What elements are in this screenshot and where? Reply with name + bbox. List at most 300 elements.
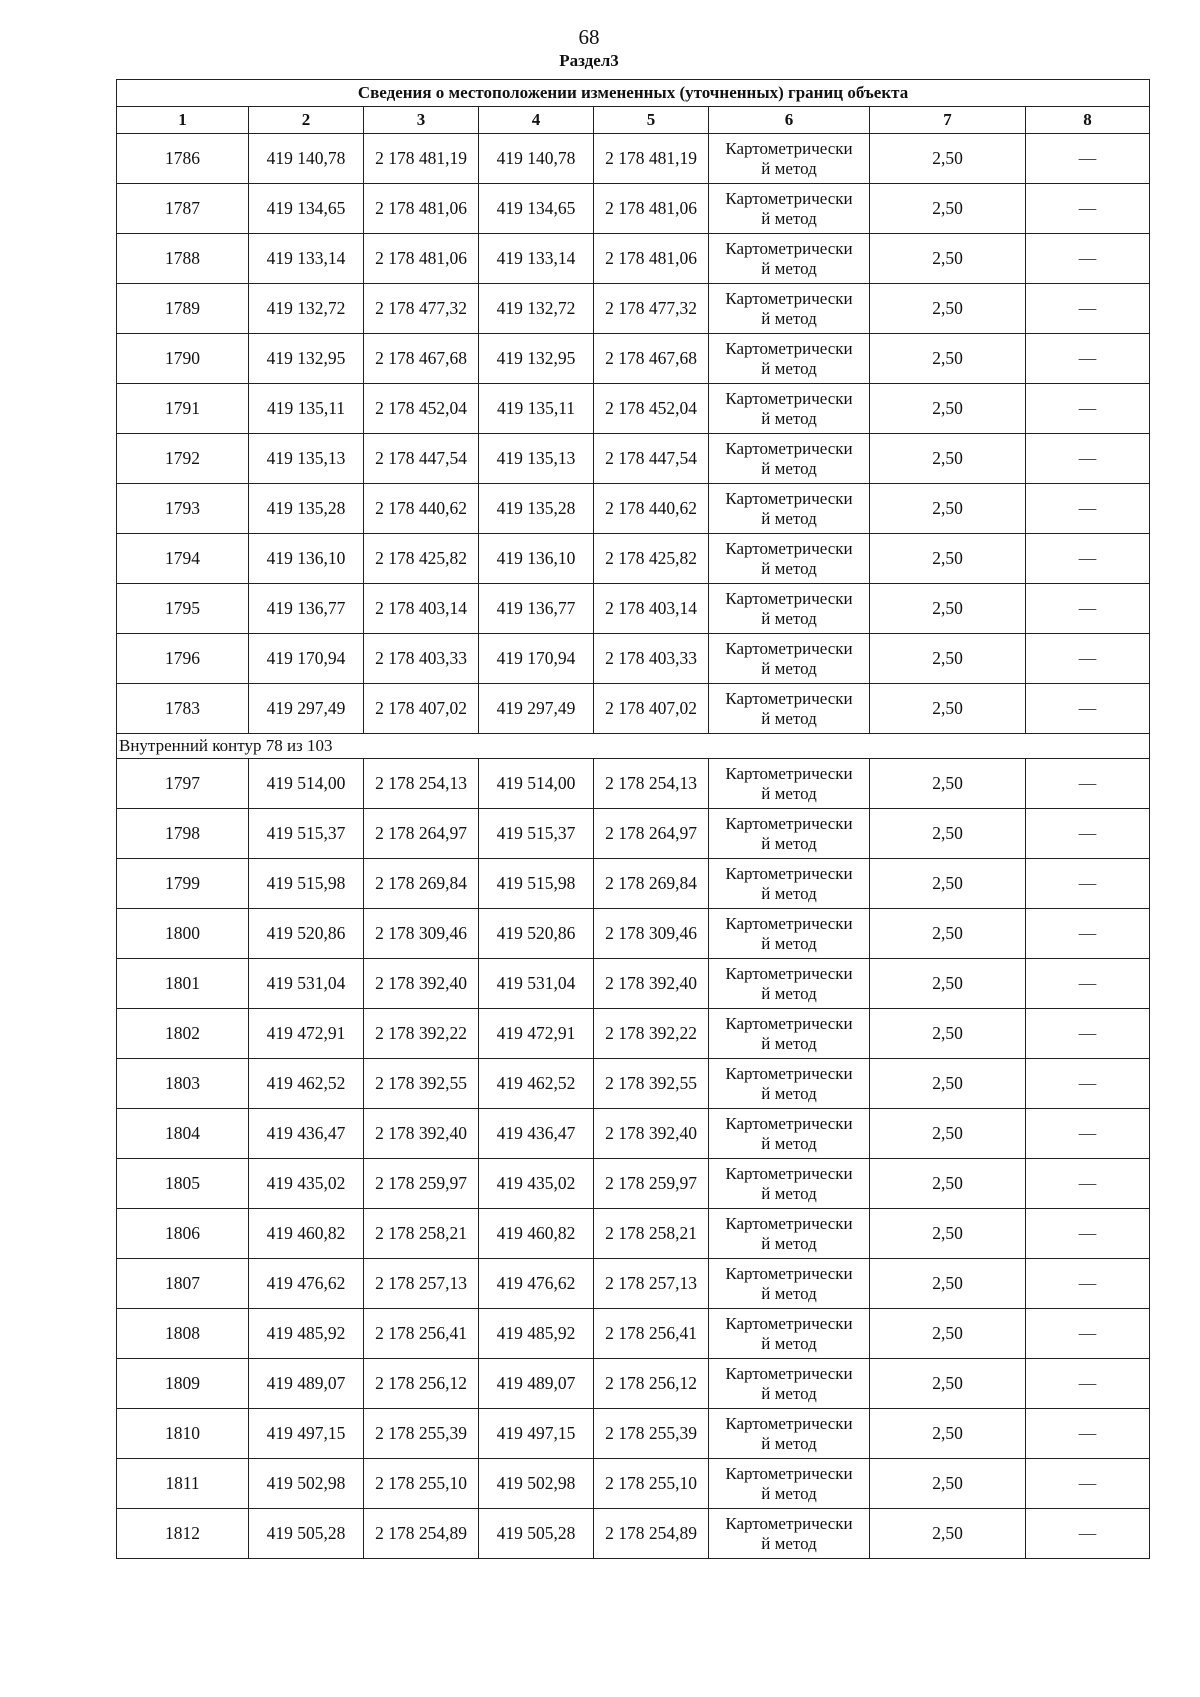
accuracy-cell: 2,50 [870, 1359, 1026, 1409]
y-old-cell: 2 178 255,10 [364, 1459, 479, 1509]
method-line: й метод [761, 208, 817, 228]
x-new-cell: 419 297,49 [479, 684, 594, 734]
accuracy-cell: 2,50 [870, 134, 1026, 184]
method-line: й метод [761, 308, 817, 328]
y-new-cell: 2 178 477,32 [594, 284, 709, 334]
accuracy-cell: 2,50 [870, 909, 1026, 959]
method-cell [709, 634, 870, 684]
method-line: Картометрически [725, 588, 853, 608]
extra-cell: — [1026, 1259, 1150, 1309]
y-new-cell: 2 178 447,54 [594, 434, 709, 484]
method-line: Картометрически [725, 863, 853, 883]
contour-heading: Внутренний контур 78 из 103 [117, 734, 1150, 759]
point-number-cell: 1792 [117, 434, 249, 484]
x-old-cell: 419 436,47 [249, 1109, 364, 1159]
method-cell [709, 234, 870, 284]
accuracy-cell: 2,50 [870, 859, 1026, 909]
x-old-cell: 419 170,94 [249, 634, 364, 684]
x-old-cell: 419 505,28 [249, 1509, 364, 1559]
method-line: Картометрически [725, 1513, 853, 1533]
section-title: Раздел3 [559, 51, 619, 70]
method-line: й метод [761, 1083, 817, 1103]
y-old-cell: 2 178 481,06 [364, 234, 479, 284]
method-line: й метод [761, 1433, 817, 1453]
method-line: Картометрически [725, 288, 853, 308]
column-number: 2 [249, 107, 364, 134]
y-old-cell: 2 178 259,97 [364, 1159, 479, 1209]
y-old-cell: 2 178 392,40 [364, 1109, 479, 1159]
method-line: Картометрически [725, 1463, 853, 1483]
x-old-cell: 419 435,02 [249, 1159, 364, 1209]
method-cell [709, 1359, 870, 1409]
accuracy-cell: 2,50 [870, 1409, 1026, 1459]
method-cell [709, 1309, 870, 1359]
y-old-cell: 2 178 392,40 [364, 959, 479, 1009]
y-new-cell: 2 178 256,41 [594, 1309, 709, 1359]
y-new-cell: 2 178 254,13 [594, 759, 709, 809]
y-new-cell: 2 178 255,10 [594, 1459, 709, 1509]
extra-cell: — [1026, 234, 1150, 284]
point-number-cell: 1800 [117, 909, 249, 959]
method-line: й метод [761, 783, 817, 803]
x-new-cell: 419 462,52 [479, 1059, 594, 1109]
y-old-cell: 2 178 467,68 [364, 334, 479, 384]
extra-cell: — [1026, 809, 1150, 859]
method-line: й метод [761, 358, 817, 378]
y-old-cell: 2 178 264,97 [364, 809, 479, 859]
method-line: й метод [761, 1483, 817, 1503]
y-new-cell: 2 178 309,46 [594, 909, 709, 959]
table-row [117, 1509, 1150, 1559]
extra-cell: — [1026, 959, 1150, 1009]
x-new-cell: 419 132,72 [479, 284, 594, 334]
x-new-cell: 419 135,13 [479, 434, 594, 484]
accuracy-cell: 2,50 [870, 1059, 1026, 1109]
point-number-cell: 1805 [117, 1159, 249, 1209]
y-old-cell: 2 178 254,13 [364, 759, 479, 809]
method-cell [709, 1409, 870, 1459]
method-cell [709, 384, 870, 434]
method-cell [709, 1009, 870, 1059]
table-row [117, 1209, 1150, 1259]
point-number-cell: 1787 [117, 184, 249, 234]
table-row [117, 584, 1150, 634]
accuracy-cell: 2,50 [870, 184, 1026, 234]
x-old-cell: 419 133,14 [249, 234, 364, 284]
column-number: 4 [479, 107, 594, 134]
method-line: й метод [761, 408, 817, 428]
method-line: й метод [761, 933, 817, 953]
table-caption-row [117, 80, 1150, 107]
accuracy-cell: 2,50 [870, 1309, 1026, 1359]
x-new-cell: 419 502,98 [479, 1459, 594, 1509]
point-number-cell: 1795 [117, 584, 249, 634]
method-cell [709, 1459, 870, 1509]
x-old-cell: 419 134,65 [249, 184, 364, 234]
accuracy-cell: 2,50 [870, 1259, 1026, 1309]
point-number-cell: 1798 [117, 809, 249, 859]
extra-cell: — [1026, 909, 1150, 959]
method-line: Картометрически [725, 1113, 853, 1133]
method-cell [709, 859, 870, 909]
coordinates-table [116, 79, 1150, 1559]
x-old-cell: 419 531,04 [249, 959, 364, 1009]
extra-cell: — [1026, 1159, 1150, 1209]
x-old-cell: 419 297,49 [249, 684, 364, 734]
column-number: 3 [364, 107, 479, 134]
method-cell [709, 809, 870, 859]
accuracy-cell: 2,50 [870, 959, 1026, 1009]
extra-cell: — [1026, 1359, 1150, 1409]
y-old-cell: 2 178 392,55 [364, 1059, 479, 1109]
y-new-cell: 2 178 256,12 [594, 1359, 709, 1409]
point-number-cell: 1783 [117, 684, 249, 734]
y-new-cell: 2 178 481,06 [594, 234, 709, 284]
y-new-cell: 2 178 254,89 [594, 1509, 709, 1559]
y-old-cell: 2 178 447,54 [364, 434, 479, 484]
method-cell [709, 1509, 870, 1559]
x-new-cell: 419 135,28 [479, 484, 594, 534]
column-number: 1 [117, 107, 249, 134]
extra-cell: — [1026, 384, 1150, 434]
x-new-cell: 419 132,95 [479, 334, 594, 384]
method-cell [709, 284, 870, 334]
x-old-cell: 419 489,07 [249, 1359, 364, 1409]
method-cell [709, 184, 870, 234]
table-row [117, 1409, 1150, 1459]
method-cell [709, 1159, 870, 1209]
method-line: Картометрически [725, 1313, 853, 1333]
method-cell [709, 534, 870, 584]
x-old-cell: 419 136,10 [249, 534, 364, 584]
method-cell [709, 1109, 870, 1159]
method-line: й метод [761, 558, 817, 578]
method-line: Картометрически [725, 813, 853, 833]
y-new-cell: 2 178 403,33 [594, 634, 709, 684]
accuracy-cell: 2,50 [870, 234, 1026, 284]
table-row [117, 1159, 1150, 1209]
y-old-cell: 2 178 407,02 [364, 684, 479, 734]
method-line: й метод [761, 1133, 817, 1153]
extra-cell: — [1026, 684, 1150, 734]
extra-cell: — [1026, 1009, 1150, 1059]
method-line: Картометрически [725, 1013, 853, 1033]
accuracy-cell: 2,50 [870, 1509, 1026, 1559]
accuracy-cell: 2,50 [870, 1109, 1026, 1159]
x-old-cell: 419 462,52 [249, 1059, 364, 1109]
page-number: 68 [578, 25, 600, 49]
x-new-cell: 419 515,37 [479, 809, 594, 859]
method-line: Картометрически [725, 1163, 853, 1183]
accuracy-cell: 2,50 [870, 634, 1026, 684]
method-line: Картометрически [725, 338, 853, 358]
y-new-cell: 2 178 255,39 [594, 1409, 709, 1459]
extra-cell: — [1026, 759, 1150, 809]
method-line: й метод [761, 1383, 817, 1403]
method-line: Картометрически [725, 138, 853, 158]
y-old-cell: 2 178 254,89 [364, 1509, 479, 1559]
table-row [117, 384, 1150, 434]
x-new-cell: 419 497,15 [479, 1409, 594, 1459]
extra-cell: — [1026, 584, 1150, 634]
method-cell [709, 909, 870, 959]
method-line: Картометрически [725, 438, 853, 458]
x-old-cell: 419 136,77 [249, 584, 364, 634]
column-number: 5 [594, 107, 709, 134]
table-row [117, 1259, 1150, 1309]
method-line: Картометрически [725, 388, 853, 408]
x-new-cell: 419 140,78 [479, 134, 594, 184]
y-old-cell: 2 178 256,12 [364, 1359, 479, 1409]
x-old-cell: 419 476,62 [249, 1259, 364, 1309]
y-new-cell: 2 178 392,55 [594, 1059, 709, 1109]
point-number-cell: 1790 [117, 334, 249, 384]
x-new-cell: 419 515,98 [479, 859, 594, 909]
y-new-cell: 2 178 257,13 [594, 1259, 709, 1309]
method-line: й метод [761, 883, 817, 903]
method-line: Картометрически [725, 963, 853, 983]
y-new-cell: 2 178 440,62 [594, 484, 709, 534]
table-row [117, 759, 1150, 809]
table-row [117, 909, 1150, 959]
point-number-cell: 1801 [117, 959, 249, 1009]
method-line: Картометрически [725, 1413, 853, 1433]
method-line: Картометрически [725, 488, 853, 508]
point-number-cell: 1810 [117, 1409, 249, 1459]
table-row [117, 959, 1150, 1009]
extra-cell: — [1026, 134, 1150, 184]
x-old-cell: 419 514,00 [249, 759, 364, 809]
point-number-cell: 1804 [117, 1109, 249, 1159]
extra-cell: — [1026, 634, 1150, 684]
y-new-cell: 2 178 259,97 [594, 1159, 709, 1209]
x-new-cell: 419 520,86 [479, 909, 594, 959]
method-line: Картометрически [725, 238, 853, 258]
x-new-cell: 419 514,00 [479, 759, 594, 809]
method-line: й метод [761, 1033, 817, 1053]
x-old-cell: 419 140,78 [249, 134, 364, 184]
table-row [117, 684, 1150, 734]
method-line: й метод [761, 1333, 817, 1353]
x-old-cell: 419 135,13 [249, 434, 364, 484]
y-old-cell: 2 178 392,22 [364, 1009, 479, 1059]
point-number-cell: 1794 [117, 534, 249, 584]
table-row [117, 284, 1150, 334]
x-old-cell: 419 135,28 [249, 484, 364, 534]
extra-cell: — [1026, 1059, 1150, 1109]
method-line: й метод [761, 1233, 817, 1253]
method-cell [709, 434, 870, 484]
x-old-cell: 419 515,37 [249, 809, 364, 859]
y-new-cell: 2 178 407,02 [594, 684, 709, 734]
accuracy-cell: 2,50 [870, 384, 1026, 434]
table-body [117, 80, 1150, 1559]
point-number-cell: 1809 [117, 1359, 249, 1409]
point-number-cell: 1789 [117, 284, 249, 334]
x-new-cell: 419 489,07 [479, 1359, 594, 1409]
method-line: Картометрически [725, 1213, 853, 1233]
y-new-cell: 2 178 467,68 [594, 334, 709, 384]
point-number-cell: 1808 [117, 1309, 249, 1359]
y-new-cell: 2 178 425,82 [594, 534, 709, 584]
method-line: й метод [761, 458, 817, 478]
x-new-cell: 419 476,62 [479, 1259, 594, 1309]
method-line: й метод [761, 1533, 817, 1553]
method-cell [709, 334, 870, 384]
accuracy-cell: 2,50 [870, 284, 1026, 334]
extra-cell: — [1026, 1309, 1150, 1359]
x-new-cell: 419 436,47 [479, 1109, 594, 1159]
table-caption: Сведения о местоположении измененных (уточненных) границ объекта [117, 80, 1150, 107]
method-line: Картометрически [725, 913, 853, 933]
table-row [117, 1459, 1150, 1509]
table-row [117, 1359, 1150, 1409]
table-row [117, 1059, 1150, 1109]
y-new-cell: 2 178 481,06 [594, 184, 709, 234]
x-new-cell: 419 505,28 [479, 1509, 594, 1559]
point-number-cell: 1806 [117, 1209, 249, 1259]
accuracy-cell: 2,50 [870, 534, 1026, 584]
x-old-cell: 419 485,92 [249, 1309, 364, 1359]
method-line: Картометрически [725, 638, 853, 658]
x-new-cell: 419 170,94 [479, 634, 594, 684]
x-new-cell: 419 135,11 [479, 384, 594, 434]
x-old-cell: 419 135,11 [249, 384, 364, 434]
x-new-cell: 419 485,92 [479, 1309, 594, 1359]
method-line: й метод [761, 608, 817, 628]
point-number-cell: 1788 [117, 234, 249, 284]
method-cell [709, 584, 870, 634]
extra-cell: — [1026, 284, 1150, 334]
table-row [117, 809, 1150, 859]
point-number-cell: 1803 [117, 1059, 249, 1109]
accuracy-cell: 2,50 [870, 434, 1026, 484]
table-row [117, 534, 1150, 584]
x-old-cell: 419 520,86 [249, 909, 364, 959]
extra-cell: — [1026, 1109, 1150, 1159]
method-line: Картометрически [725, 1063, 853, 1083]
y-old-cell: 2 178 258,21 [364, 1209, 479, 1259]
x-new-cell: 419 472,91 [479, 1009, 594, 1059]
method-line: й метод [761, 508, 817, 528]
method-line: Картометрически [725, 1363, 853, 1383]
method-line: Картометрически [725, 538, 853, 558]
method-line: й метод [761, 983, 817, 1003]
table-row [117, 234, 1150, 284]
extra-cell: — [1026, 334, 1150, 384]
accuracy-cell: 2,50 [870, 1009, 1026, 1059]
method-cell [709, 484, 870, 534]
method-line: й метод [761, 658, 817, 678]
contour-heading-row [117, 734, 1150, 759]
y-new-cell: 2 178 392,22 [594, 1009, 709, 1059]
table-row [117, 334, 1150, 384]
point-number-cell: 1797 [117, 759, 249, 809]
extra-cell: — [1026, 534, 1150, 584]
y-new-cell: 2 178 481,19 [594, 134, 709, 184]
table-row [117, 434, 1150, 484]
extra-cell: — [1026, 1209, 1150, 1259]
y-new-cell: 2 178 258,21 [594, 1209, 709, 1259]
accuracy-cell: 2,50 [870, 334, 1026, 384]
x-old-cell: 419 132,95 [249, 334, 364, 384]
column-number: 8 [1026, 107, 1150, 134]
method-cell [709, 1059, 870, 1109]
y-old-cell: 2 178 481,06 [364, 184, 479, 234]
extra-cell: — [1026, 434, 1150, 484]
extra-cell: — [1026, 1459, 1150, 1509]
method-line: й метод [761, 833, 817, 853]
extra-cell: — [1026, 1509, 1150, 1559]
y-old-cell: 2 178 452,04 [364, 384, 479, 434]
point-number-cell: 1799 [117, 859, 249, 909]
point-number-cell: 1793 [117, 484, 249, 534]
table-row [117, 1009, 1150, 1059]
x-old-cell: 419 497,15 [249, 1409, 364, 1459]
column-number: 7 [870, 107, 1026, 134]
point-number-cell: 1786 [117, 134, 249, 184]
column-number: 6 [709, 107, 870, 134]
method-cell [709, 134, 870, 184]
accuracy-cell: 2,50 [870, 484, 1026, 534]
extra-cell: — [1026, 184, 1150, 234]
y-new-cell: 2 178 392,40 [594, 1109, 709, 1159]
accuracy-cell: 2,50 [870, 1209, 1026, 1259]
y-old-cell: 2 178 481,19 [364, 134, 479, 184]
y-old-cell: 2 178 309,46 [364, 909, 479, 959]
table-row [117, 184, 1150, 234]
table-row [117, 484, 1150, 534]
column-number-row [117, 107, 1150, 134]
method-line: й метод [761, 1183, 817, 1203]
point-number-cell: 1812 [117, 1509, 249, 1559]
x-new-cell: 419 136,77 [479, 584, 594, 634]
method-line: й метод [761, 158, 817, 178]
table-row [117, 1309, 1150, 1359]
extra-cell: — [1026, 484, 1150, 534]
y-old-cell: 2 178 256,41 [364, 1309, 479, 1359]
method-line: Картометрически [725, 188, 853, 208]
method-line: й метод [761, 258, 817, 278]
point-number-cell: 1807 [117, 1259, 249, 1309]
x-old-cell: 419 515,98 [249, 859, 364, 909]
x-new-cell: 419 134,65 [479, 184, 594, 234]
method-cell [709, 684, 870, 734]
method-cell [709, 1209, 870, 1259]
x-new-cell: 419 136,10 [479, 534, 594, 584]
accuracy-cell: 2,50 [870, 759, 1026, 809]
method-line: й метод [761, 708, 817, 728]
x-old-cell: 419 132,72 [249, 284, 364, 334]
table-row [117, 1109, 1150, 1159]
y-old-cell: 2 178 403,14 [364, 584, 479, 634]
y-new-cell: 2 178 264,97 [594, 809, 709, 859]
point-number-cell: 1802 [117, 1009, 249, 1059]
accuracy-cell: 2,50 [870, 1159, 1026, 1209]
x-new-cell: 419 460,82 [479, 1209, 594, 1259]
y-old-cell: 2 178 255,39 [364, 1409, 479, 1459]
y-new-cell: 2 178 403,14 [594, 584, 709, 634]
y-old-cell: 2 178 257,13 [364, 1259, 479, 1309]
y-new-cell: 2 178 269,84 [594, 859, 709, 909]
method-cell [709, 759, 870, 809]
accuracy-cell: 2,50 [870, 584, 1026, 634]
accuracy-cell: 2,50 [870, 809, 1026, 859]
y-old-cell: 2 178 425,82 [364, 534, 479, 584]
y-old-cell: 2 178 440,62 [364, 484, 479, 534]
accuracy-cell: 2,50 [870, 684, 1026, 734]
method-line: Картометрически [725, 688, 853, 708]
